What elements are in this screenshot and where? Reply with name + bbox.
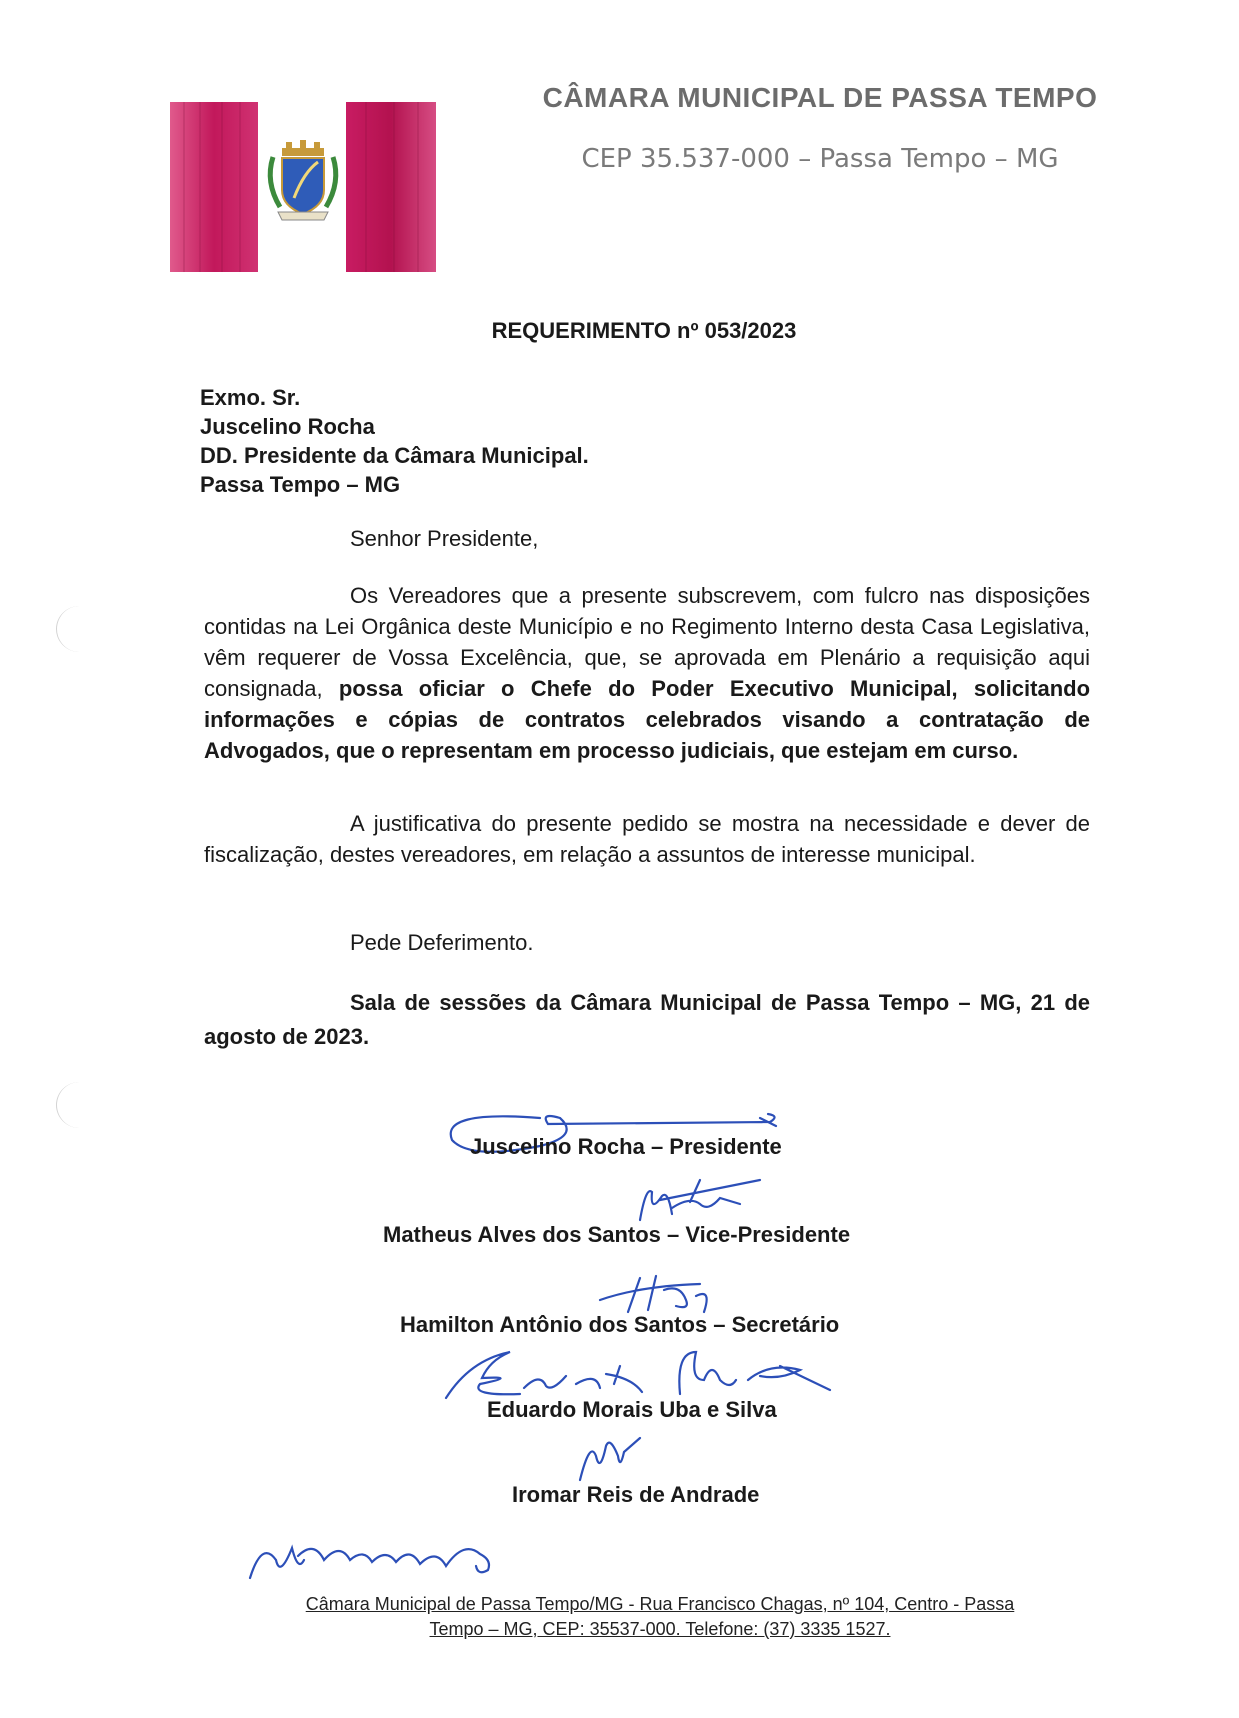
closing: Pede Deferimento.: [350, 930, 534, 955]
punch-hole-mark: [56, 1082, 103, 1128]
municipal-flag-logo: [170, 102, 436, 272]
recipient-line: Exmo. Sr.: [200, 385, 301, 410]
recipient-block: [200, 383, 589, 499]
footer-address: [200, 1592, 1120, 1642]
signatory-councilor: Iromar Reis de Andrade: [512, 1482, 760, 1507]
signatory-secretary: Hamilton Antônio dos Santos – Secretário: [400, 1312, 840, 1337]
coat-of-arms-icon: [270, 140, 336, 220]
justification-paragraph: A justificativa do presente pedido se mostra na necessidade e dever de fiscalização, destes vereadores, em relação a assuntos de interesse municipal.: [204, 811, 1090, 867]
recipient-line: Passa Tempo – MG: [200, 472, 401, 497]
signatory-councilor: Eduardo Morais Uba e Silva: [487, 1397, 777, 1422]
punch-hole-mark: [56, 606, 103, 652]
org-cep: CEP 35.537-000 – Passa Tempo – MG: [581, 144, 1059, 174]
request-paragraph: [204, 580, 1090, 766]
request-text: Os Vereadores que a presente subscrevem, com fulcro nas disposições contidas na Lei Orgânica deste Município e no Regimento Interno desta Casa Legislativa, vêm requerer de Vossa Excelência, que, se aprovada em Plenário a requisição aqui consignada,: [204, 583, 1090, 701]
org-name: CÂMARA MUNICIPAL DE PASSA TEMPO: [542, 82, 1098, 113]
document-title: REQUERIMENTO nº 053/2023: [491, 318, 797, 343]
signatory-vice-president: Matheus Alves dos Santos – Vice-Presidente: [383, 1222, 851, 1247]
signatory-president: Juscelino Rocha – Presidente: [470, 1134, 782, 1159]
footer-line: Tempo – MG, CEP: 35537-000. Telefone: (37) 3335 1527.: [429, 1619, 891, 1639]
footer-line: Câmara Municipal de Passa Tempo/MG - Rua Francisco Chagas, nº 104, Centro - Passa: [305, 1594, 1015, 1614]
recipient-line: Juscelino Rocha: [200, 414, 375, 439]
salutation: Senhor Presidente,: [350, 526, 539, 551]
recipient-line: DD. Presidente da Câmara Municipal.: [200, 443, 589, 468]
place-date: Sala de sessões da Câmara Municipal de Passa Tempo – MG, 21 de agosto de 2023.: [204, 990, 1090, 1049]
request-bold-text: possa oficiar o Chefe do Poder Executivo Municipal, solicitando informações e cópias de contratos celebrados visando a contratação de Advogados, que o representam em processo judiciais, que estejam em curso.: [204, 676, 1091, 763]
